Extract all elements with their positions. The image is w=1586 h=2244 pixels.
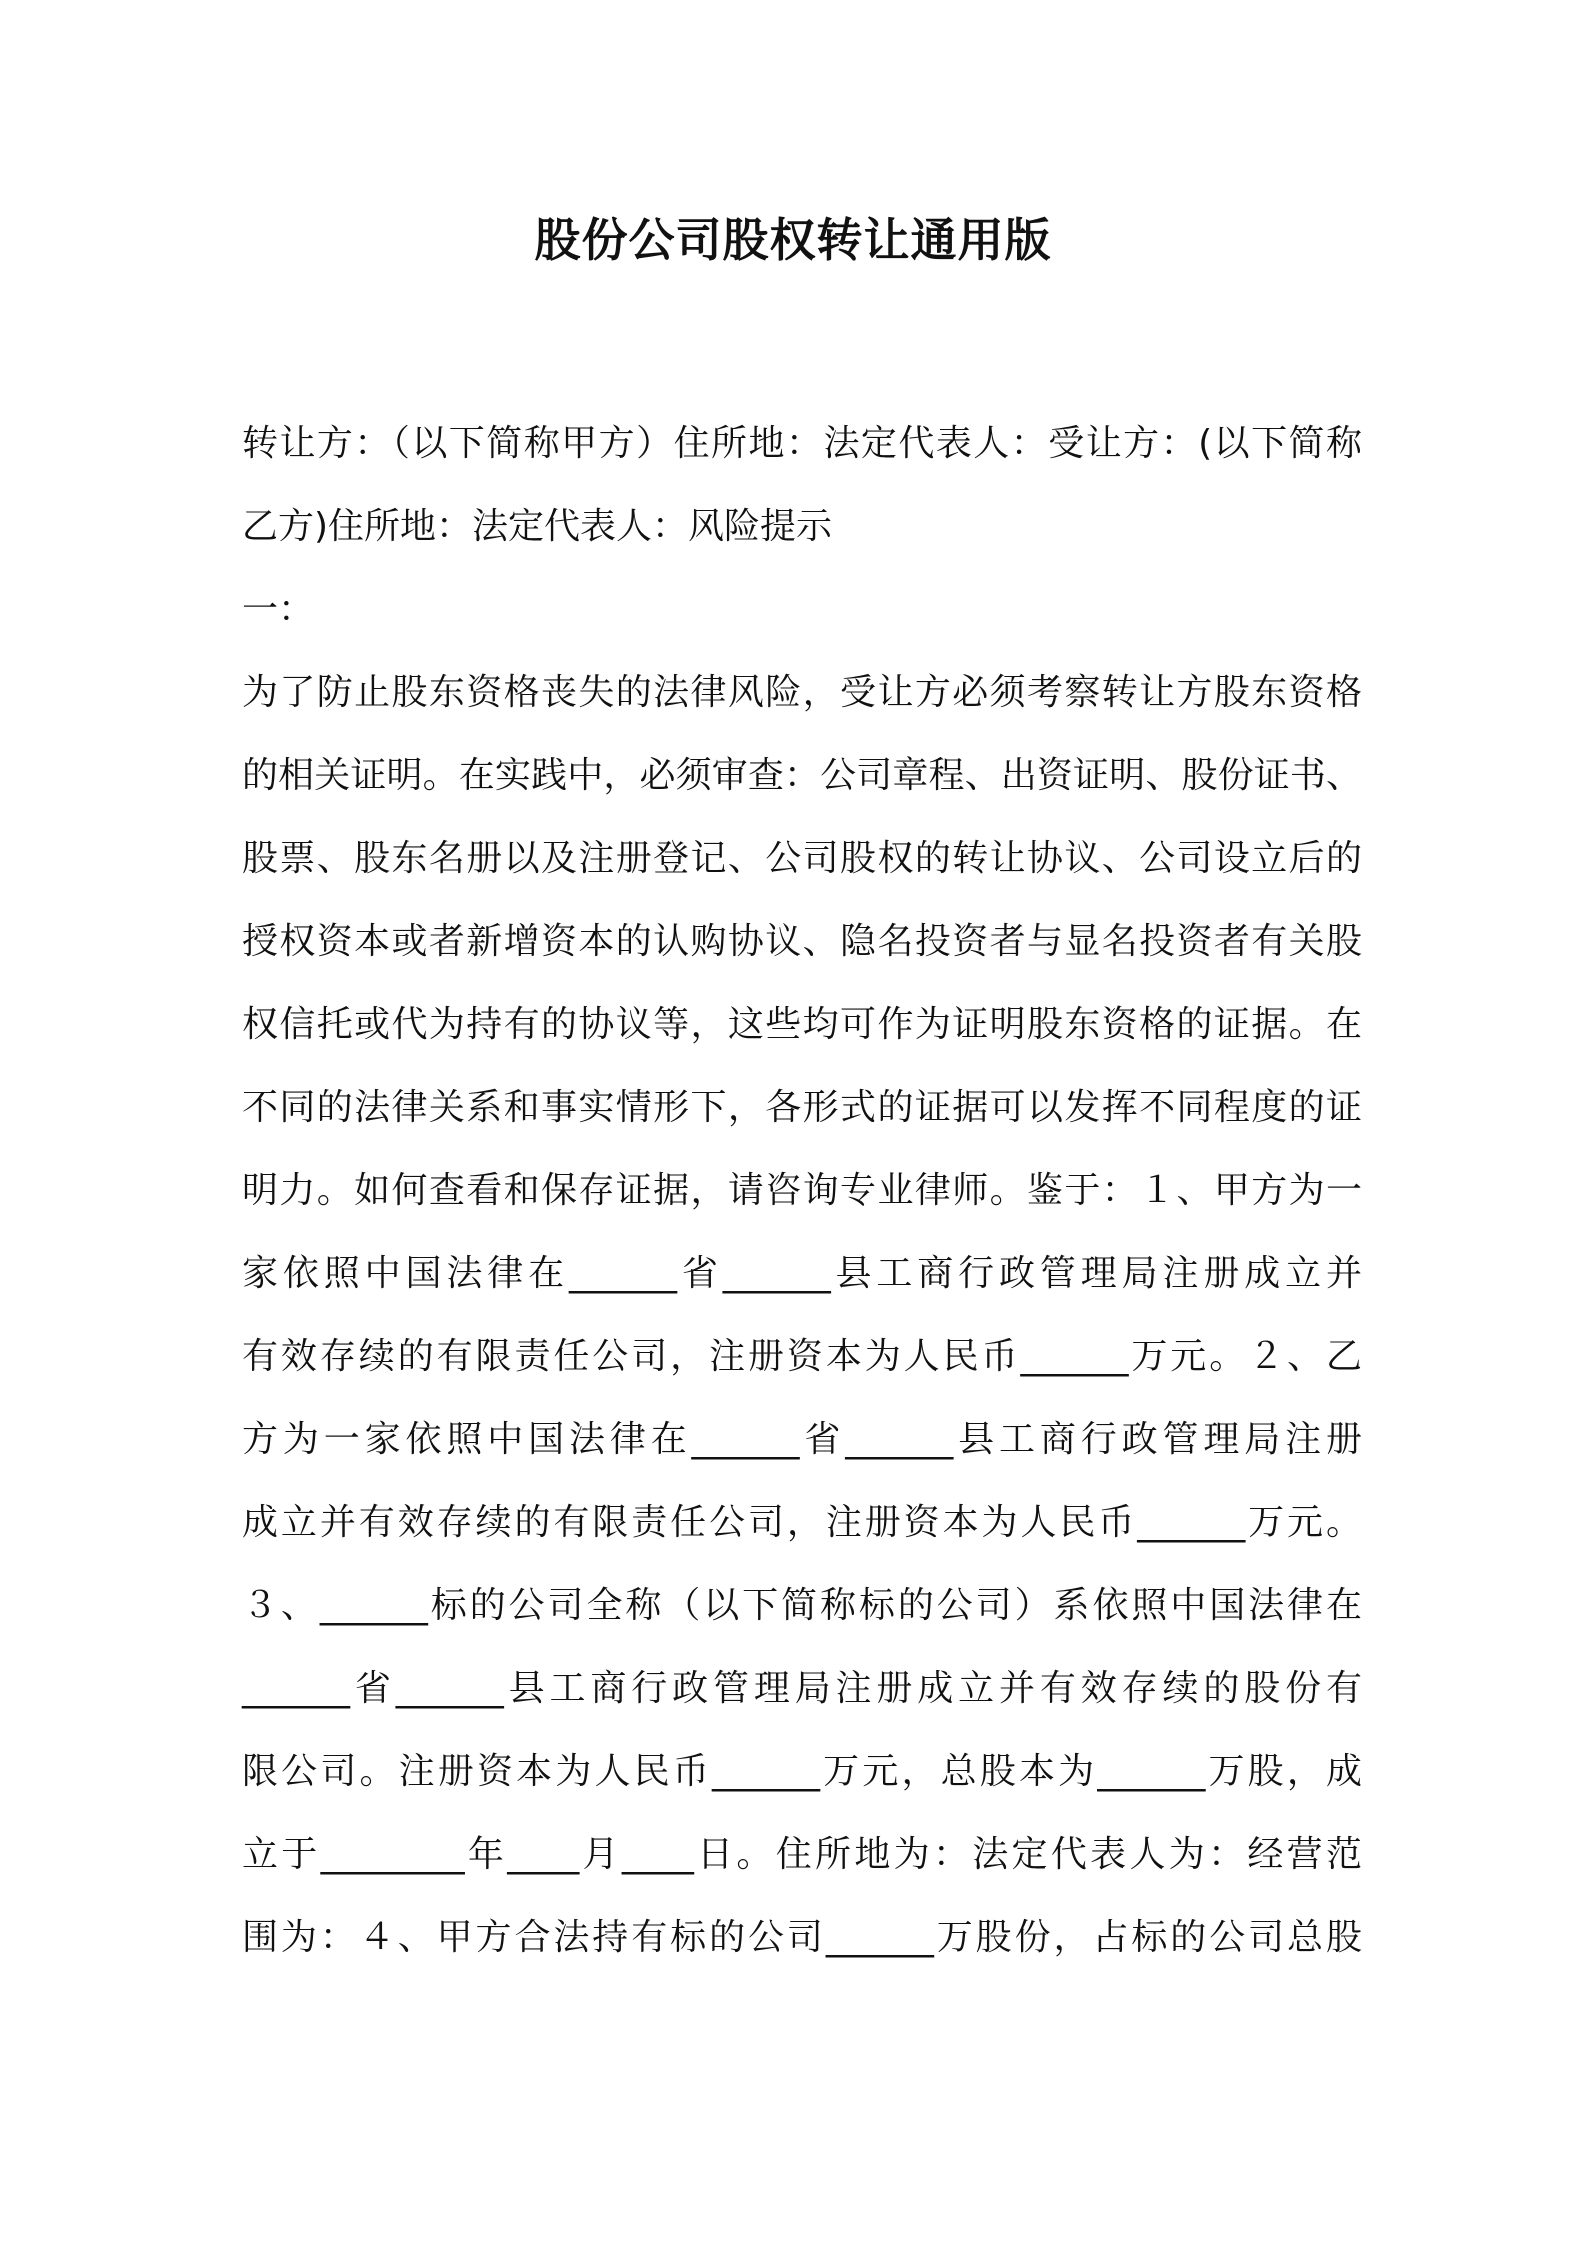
body-line: 方为一家依照中国法律在______省______县工商行政管理局注册 [242,1419,1362,1460]
body-line: ３、______标的公司全称（以下简称标的公司）系依照中国法律在 [242,1585,1362,1626]
document-title: 股份公司股权转让通用版 [534,213,1052,267]
body-line: 乙方)住所地：法定代表人：风险提示 [242,506,833,547]
body-line: 围为：４、甲方合法持有标的公司______万股份，占标的公司总股 [242,1917,1362,1958]
body-line: 的相关证明。在实践中，必须审查：公司章程、出资证明、股份证书、 [242,755,1362,796]
body-line: 一： [242,589,315,630]
body-line: 明力。如何查看和保存证据，请咨询专业律师。鉴于：１、甲方为一 [242,1170,1362,1211]
body-line: 为了防止股东资格丧失的法律风险，受让方必须考察转让方股东资格 [242,672,1362,713]
body-line: ______省______县工商行政管理局注册成立并有效存续的股份有 [242,1668,1362,1709]
body-line: 授权资本或者新增资本的认购协议、隐名投资者与显名投资者有关股 [242,921,1362,962]
body-line: 立于________年____月____日。住所地为：法定代表人为：经营范 [242,1834,1362,1875]
body-line: 成立并有效存续的有限责任公司，注册资本为人民币______万元。 [242,1502,1362,1543]
body-line: 家依照中国法律在______省______县工商行政管理局注册成立并 [242,1253,1362,1294]
body-line: 权信托或代为持有的协议等，这些均可作为证明股东资格的证据。在 [242,1004,1362,1045]
body-line: 有效存续的有限责任公司，注册资本为人民币______万元。２、乙 [242,1336,1362,1377]
document-body [242,402,1362,1979]
body-line: 限公司。注册资本为人民币______万元，总股本为______万股，成 [242,1751,1362,1792]
body-line: 不同的法律关系和事实情形下，各形式的证据可以发挥不同程度的证 [242,1087,1362,1128]
body-line: 转让方：（以下简称甲方）住所地：法定代表人：受让方：(以下简称 [242,423,1362,464]
body-line: 股票、股东名册以及注册登记、公司股权的转让协议、公司设立后的 [242,838,1362,879]
